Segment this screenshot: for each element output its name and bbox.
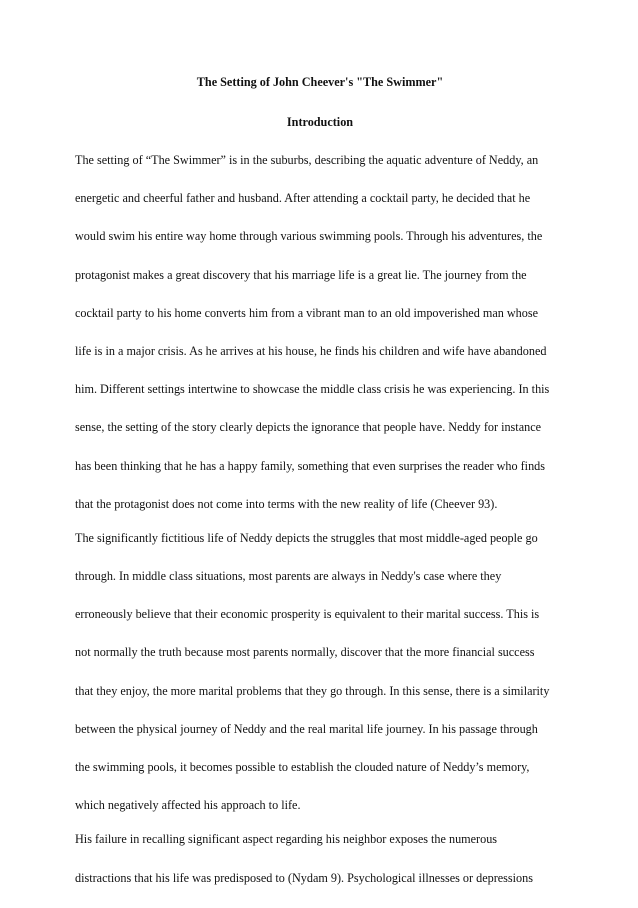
paragraph-line: through. In middle class situations, most parents are always in Neddy's case where they: [75, 569, 502, 584]
paragraph-line: not normally the truth because most parents normally, discover that the more financial success: [75, 645, 535, 660]
paragraph-line: him. Different settings intertwine to showcase the middle class crisis he was experiencing. In this: [75, 382, 550, 397]
paragraph-line: the swimming pools, it becomes possible to establish the clouded nature of Neddy’s memory,: [75, 760, 530, 774]
paragraph-line: sense, the setting of the story clearly depicts the ignorance that people have. Neddy for instance: [75, 420, 542, 435]
paragraph-line: would swim his entire way home through various swimming pools. Through his adventures, the: [75, 229, 543, 244]
paragraph-line: distractions that his life was predisposed to (Nydam 9). Psychological illnesses or depressions: [75, 870, 533, 885]
document-page: [75, 74, 565, 908]
section-heading: Introduction: [286, 115, 354, 129]
paragraph-line: cocktail party to his home converts him from a vibrant man to an old impoverished man whose: [75, 305, 539, 320]
paragraph-line: protagonist makes a great discovery that his marriage life is a great lie. The journey from the: [75, 267, 527, 282]
paragraph-line: The setting of “The Swimmer” is in the suburbs, describing the aquatic adventure of Neddy, an: [75, 153, 539, 167]
paragraph-line: has been thinking that he has a happy family, something that even surprises the reader who finds: [75, 458, 545, 473]
paragraph-2: [75, 530, 565, 813]
paragraph-line: between the physical journey of Neddy and the real marital life journey. In his passage through: [75, 721, 538, 736]
document-title: The Setting of John Cheever's "The Swimmer": [196, 75, 444, 89]
paragraph-line: His failure in recalling significant aspect regarding his neighbor exposes the numerous: [75, 832, 498, 847]
paragraph-line: that the protagonist does not come into terms with the new reality of life (Cheever 93).: [75, 496, 498, 511]
paragraph-3: [75, 831, 565, 885]
paragraph-line: erroneously believe that their economic prosperity is equivalent to their marital success. This is: [75, 607, 540, 622]
paragraph-1: [75, 152, 565, 512]
paragraph-line: that they enjoy, the more marital problems that they go through. In this sense, there is a similarity: [75, 683, 550, 698]
paragraph-line: The significantly fictitious life of Neddy depicts the struggles that most middle-aged people go: [75, 530, 538, 545]
paragraph-line: which negatively affected his approach to life.: [75, 798, 301, 813]
paragraph-line: life is in a major crisis. As he arrives at his house, he finds his children and wife have abandoned: [75, 343, 547, 358]
paragraph-line: energetic and cheerful father and husband. After attending a cocktail party, he decided that he: [75, 191, 531, 206]
